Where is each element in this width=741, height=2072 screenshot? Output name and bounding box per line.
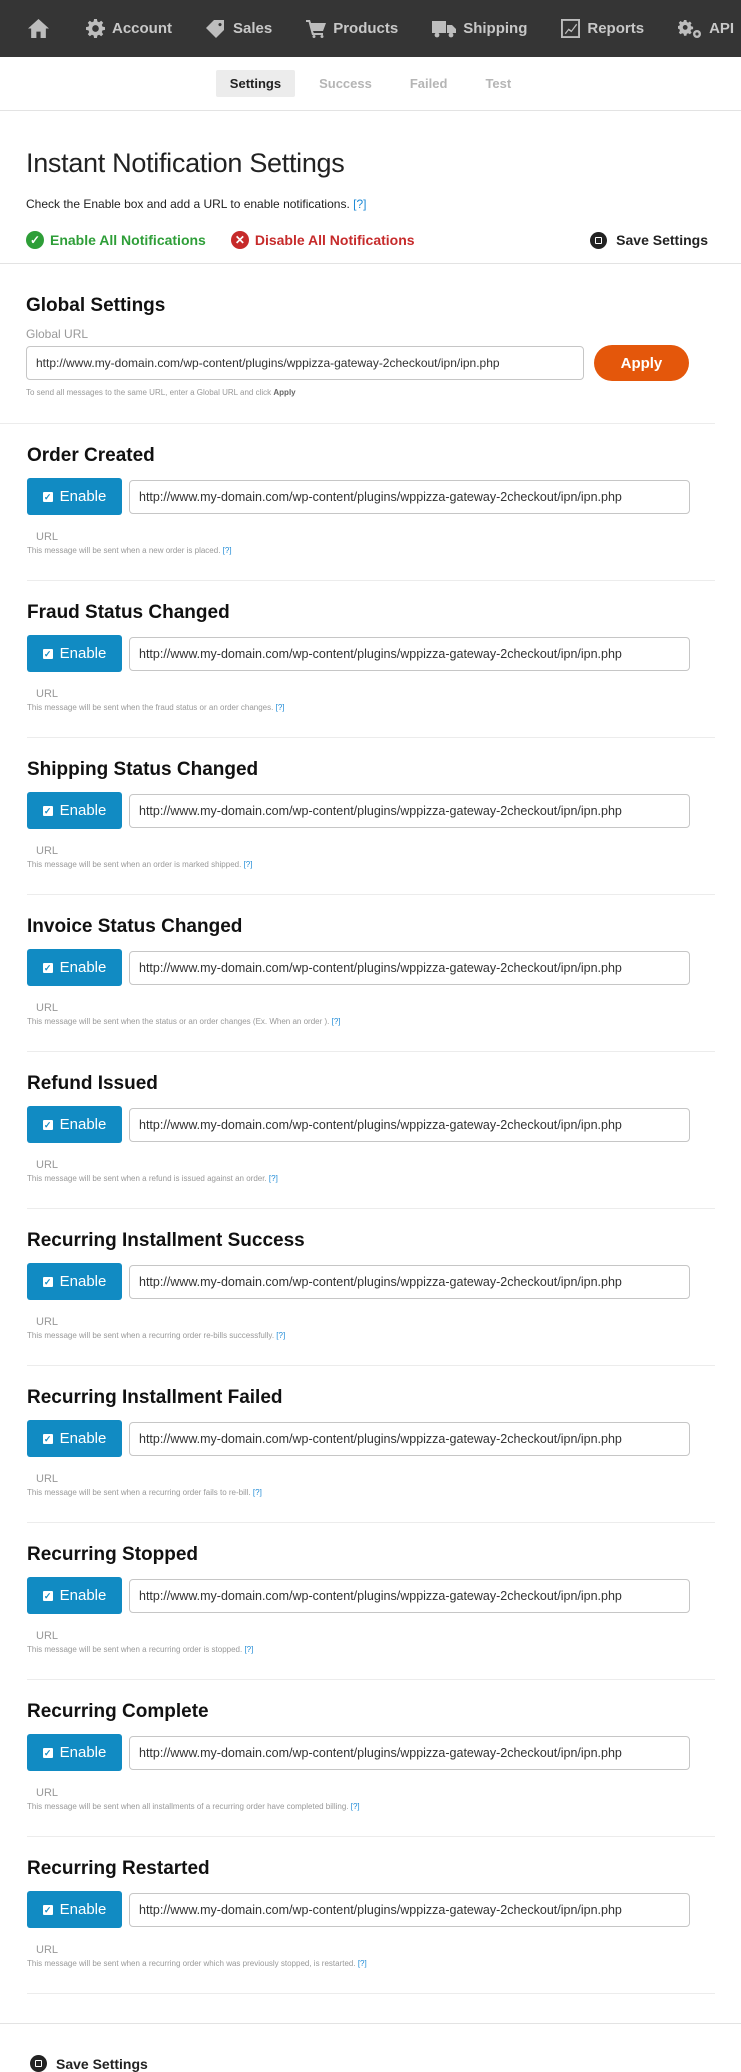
url-label: URL bbox=[36, 1316, 59, 1328]
notification-description bbox=[27, 1017, 715, 1026]
intro-text-label: Check the Enable box and add a URL to enable notifications. bbox=[26, 197, 350, 211]
notification-section bbox=[27, 1837, 715, 1994]
nav-api[interactable] bbox=[678, 19, 734, 39]
notification-description bbox=[27, 1959, 715, 1968]
nav-products-label: Products bbox=[333, 20, 399, 37]
notification-title: Recurring Stopped bbox=[27, 1544, 199, 1565]
notification-row bbox=[27, 1734, 715, 1771]
description-text: This message will be sent when a recurring order re-bills successfully. bbox=[27, 1331, 275, 1340]
nav-reports-label: Reports bbox=[587, 20, 645, 37]
checkbox-icon: ✓ bbox=[43, 805, 52, 816]
enable-toggle[interactable] bbox=[27, 1106, 122, 1143]
help-link[interactable]: [?] bbox=[243, 860, 253, 869]
notification-description bbox=[27, 1488, 715, 1497]
global-url-hint bbox=[26, 388, 689, 397]
notification-title: Refund Issued bbox=[27, 1073, 158, 1094]
notification-section bbox=[27, 581, 715, 738]
checkbox-icon: ✓ bbox=[43, 648, 52, 659]
enable-toggle[interactable] bbox=[27, 635, 122, 672]
nav-account[interactable] bbox=[86, 19, 172, 38]
checkbox-icon: ✓ bbox=[43, 962, 52, 973]
notification-row bbox=[27, 792, 715, 829]
notification-row bbox=[27, 478, 715, 515]
notification-description bbox=[27, 1645, 715, 1654]
enable-toggle[interactable] bbox=[27, 1577, 122, 1614]
nav-account-label: Account bbox=[112, 20, 172, 37]
notification-description bbox=[27, 1331, 715, 1340]
help-link[interactable]: [?] bbox=[252, 1488, 262, 1497]
notification-section bbox=[27, 1209, 715, 1366]
url-label: URL bbox=[36, 1944, 59, 1956]
notification-section bbox=[27, 895, 715, 1052]
apply-button[interactable]: Apply bbox=[594, 345, 689, 381]
notification-title: Shipping Status Changed bbox=[27, 759, 259, 780]
notification-description bbox=[27, 546, 715, 555]
notification-url-input[interactable]: http://www.my-domain.com/wp-content/plugins/wppizza-gateway-2checkout/ipn/ipn.php bbox=[129, 951, 690, 985]
global-settings-section bbox=[0, 264, 715, 424]
notification-section bbox=[27, 738, 715, 895]
save-settings-button[interactable] bbox=[590, 232, 708, 249]
url-label: URL bbox=[36, 1159, 59, 1171]
truck-icon bbox=[432, 20, 456, 38]
enable-label: Enable bbox=[59, 802, 107, 819]
tab-test[interactable]: Test bbox=[485, 76, 512, 91]
nav-home[interactable] bbox=[28, 19, 56, 38]
global-hint-bold: Apply bbox=[273, 388, 296, 397]
description-text: This message will be sent when the status or an order changes (Ex. When an order ). bbox=[27, 1017, 330, 1026]
notification-section bbox=[27, 1680, 715, 1837]
help-link[interactable]: [?] bbox=[268, 1174, 278, 1183]
tab-settings[interactable]: Settings bbox=[216, 70, 295, 97]
notification-title: Recurring Complete bbox=[27, 1701, 209, 1722]
enable-toggle[interactable] bbox=[27, 1420, 122, 1457]
notification-title: Recurring Installment Failed bbox=[27, 1387, 283, 1408]
save-icon bbox=[30, 2055, 47, 2072]
notification-url-input[interactable]: http://www.my-domain.com/wp-content/plugins/wppizza-gateway-2checkout/ipn/ipn.php bbox=[129, 1422, 690, 1456]
enable-all-button[interactable] bbox=[26, 231, 206, 249]
enable-label: Enable bbox=[59, 488, 107, 505]
tag-icon bbox=[206, 20, 226, 38]
notification-url-input[interactable]: http://www.my-domain.com/wp-content/plugins/wppizza-gateway-2checkout/ipn/ipn.php bbox=[129, 480, 690, 514]
notification-row bbox=[27, 949, 715, 986]
help-link[interactable]: [?] bbox=[276, 1331, 286, 1340]
notification-section bbox=[27, 424, 715, 581]
enable-label: Enable bbox=[59, 1744, 107, 1761]
enable-toggle[interactable] bbox=[27, 792, 122, 829]
notification-row bbox=[27, 1891, 715, 1928]
description-text: This message will be sent when a new order is placed. bbox=[27, 546, 221, 555]
url-label: URL bbox=[36, 531, 59, 543]
checkbox-icon: ✓ bbox=[43, 491, 52, 502]
home-icon bbox=[28, 19, 49, 38]
url-label: URL bbox=[36, 845, 59, 857]
gears-icon bbox=[678, 19, 702, 39]
disable-all-button[interactable] bbox=[231, 231, 415, 249]
url-label: URL bbox=[36, 1787, 59, 1799]
global-url-row bbox=[26, 345, 689, 381]
notification-row bbox=[27, 1263, 715, 1300]
notification-title: Recurring Installment Success bbox=[27, 1230, 305, 1251]
nav-sales-label: Sales bbox=[233, 20, 273, 37]
description-text: This message will be sent when a recurring order which was previously stopped, is restarted. bbox=[27, 1959, 356, 1968]
nav-products[interactable] bbox=[306, 20, 398, 38]
notification-title: Recurring Restarted bbox=[27, 1858, 210, 1879]
checkbox-icon: ✓ bbox=[43, 1276, 52, 1287]
global-hint-text: To send all messages to the same URL, enter a Global URL and click bbox=[26, 388, 272, 397]
sub-tabs bbox=[0, 57, 741, 111]
notification-title: Invoice Status Changed bbox=[27, 916, 243, 937]
notification-url-input[interactable]: http://www.my-domain.com/wp-content/plugins/wppizza-gateway-2checkout/ipn/ipn.php bbox=[129, 1108, 690, 1142]
global-url-input[interactable]: http://www.my-domain.com/wp-content/plugins/wppizza-gateway-2checkout/ipn/ipn.php bbox=[26, 346, 584, 380]
enable-label: Enable bbox=[59, 1430, 107, 1447]
url-label: URL bbox=[36, 1002, 59, 1014]
notification-url-input[interactable]: http://www.my-domain.com/wp-content/plugins/wppizza-gateway-2checkout/ipn/ipn.php bbox=[129, 1893, 690, 1927]
cart-icon bbox=[306, 20, 326, 38]
top-navigation bbox=[0, 0, 741, 57]
save-icon bbox=[590, 232, 607, 249]
description-text: This message will be sent when a refund is issued against an order. bbox=[27, 1174, 267, 1183]
notification-list bbox=[0, 424, 741, 1994]
description-text: This message will be sent when an order is marked shipped. bbox=[27, 860, 242, 869]
help-link[interactable]: [?] bbox=[331, 1017, 341, 1026]
notification-section bbox=[27, 1523, 715, 1680]
nav-shipping-label: Shipping bbox=[463, 20, 528, 37]
enable-toggle[interactable] bbox=[27, 949, 122, 986]
nav-shipping[interactable] bbox=[432, 20, 527, 38]
url-label: URL bbox=[36, 1473, 59, 1485]
intro-text bbox=[26, 197, 715, 211]
checkbox-icon: ✓ bbox=[43, 1590, 52, 1601]
notification-url-input[interactable]: http://www.my-domain.com/wp-content/plugins/wppizza-gateway-2checkout/ipn/ipn.php bbox=[129, 794, 690, 828]
save-settings-label: Save Settings bbox=[616, 232, 708, 248]
intro-section bbox=[0, 148, 741, 250]
notification-description bbox=[27, 703, 715, 712]
description-text: This message will be sent when the fraud status or an order changes. bbox=[27, 703, 274, 712]
global-settings-title: Global Settings bbox=[26, 295, 166, 316]
enable-label: Enable bbox=[59, 1116, 107, 1133]
notification-row bbox=[27, 1577, 715, 1614]
notification-url-input[interactable]: http://www.my-domain.com/wp-content/plugins/wppizza-gateway-2checkout/ipn/ipn.php bbox=[129, 1579, 690, 1613]
help-link[interactable]: [?] bbox=[357, 1959, 367, 1968]
enable-label: Enable bbox=[59, 1901, 107, 1918]
nav-sales[interactable] bbox=[206, 20, 272, 38]
footer-save-settings-button[interactable] bbox=[0, 2023, 741, 2072]
check-circle-icon: ✓ bbox=[26, 231, 44, 249]
help-link[interactable]: [?] bbox=[275, 703, 285, 712]
url-label: URL bbox=[36, 1630, 59, 1642]
help-link[interactable]: [?] bbox=[222, 546, 232, 555]
notification-section bbox=[27, 1366, 715, 1523]
enable-toggle[interactable] bbox=[27, 478, 122, 515]
notification-url-input[interactable]: http://www.my-domain.com/wp-content/plugins/wppizza-gateway-2checkout/ipn/ipn.php bbox=[129, 637, 690, 671]
help-link[interactable]: [?] bbox=[244, 1645, 254, 1654]
notification-url-input[interactable]: http://www.my-domain.com/wp-content/plugins/wppizza-gateway-2checkout/ipn/ipn.php bbox=[129, 1736, 690, 1770]
global-url-label: Global URL bbox=[26, 327, 89, 341]
checkbox-icon: ✓ bbox=[43, 1747, 52, 1758]
tab-failed[interactable]: Failed bbox=[409, 76, 448, 91]
page-title: Instant Notification Settings bbox=[26, 148, 345, 178]
description-text: This message will be sent when a recurring order is stopped. bbox=[27, 1645, 243, 1654]
notification-row bbox=[27, 1420, 715, 1457]
enable-toggle[interactable] bbox=[27, 1263, 122, 1300]
nav-api-label: API bbox=[709, 20, 735, 37]
notification-row bbox=[27, 635, 715, 672]
url-label: URL bbox=[36, 688, 59, 700]
notification-title: Fraud Status Changed bbox=[27, 602, 230, 623]
help-link[interactable]: [?] bbox=[353, 197, 367, 211]
enable-label: Enable bbox=[59, 1273, 107, 1290]
nav-reports[interactable] bbox=[561, 19, 644, 38]
description-text: This message will be sent when all installments of a recurring order have completed billing. bbox=[27, 1802, 349, 1811]
notification-row bbox=[27, 1106, 715, 1143]
description-text: This message will be sent when a recurring order fails to re-bill. bbox=[27, 1488, 251, 1497]
bulk-actions bbox=[26, 230, 715, 250]
checkbox-icon: ✓ bbox=[43, 1433, 52, 1444]
notification-description bbox=[27, 1802, 715, 1811]
enable-label: Enable bbox=[59, 1587, 107, 1604]
notification-description bbox=[27, 860, 715, 869]
x-circle-icon: ✕ bbox=[231, 231, 249, 249]
notification-url-input[interactable]: http://www.my-domain.com/wp-content/plugins/wppizza-gateway-2checkout/ipn/ipn.php bbox=[129, 1265, 690, 1299]
checkbox-icon: ✓ bbox=[43, 1119, 52, 1130]
enable-label: Enable bbox=[59, 959, 107, 976]
enable-all-label: Enable All Notifications bbox=[50, 232, 206, 248]
help-link[interactable]: [?] bbox=[350, 1802, 360, 1811]
gear-icon bbox=[86, 19, 105, 38]
notification-section bbox=[27, 1052, 715, 1209]
chart-icon bbox=[561, 19, 580, 38]
disable-all-label: Disable All Notifications bbox=[254, 232, 415, 248]
enable-label: Enable bbox=[59, 645, 107, 662]
footer-save-label: Save Settings bbox=[56, 2055, 148, 2072]
checkbox-icon: ✓ bbox=[43, 1904, 52, 1915]
notification-title: Order Created bbox=[27, 445, 155, 466]
tab-success[interactable]: Success bbox=[319, 76, 372, 91]
enable-toggle[interactable] bbox=[27, 1891, 122, 1928]
notification-description bbox=[27, 1174, 715, 1183]
enable-toggle[interactable] bbox=[27, 1734, 122, 1771]
